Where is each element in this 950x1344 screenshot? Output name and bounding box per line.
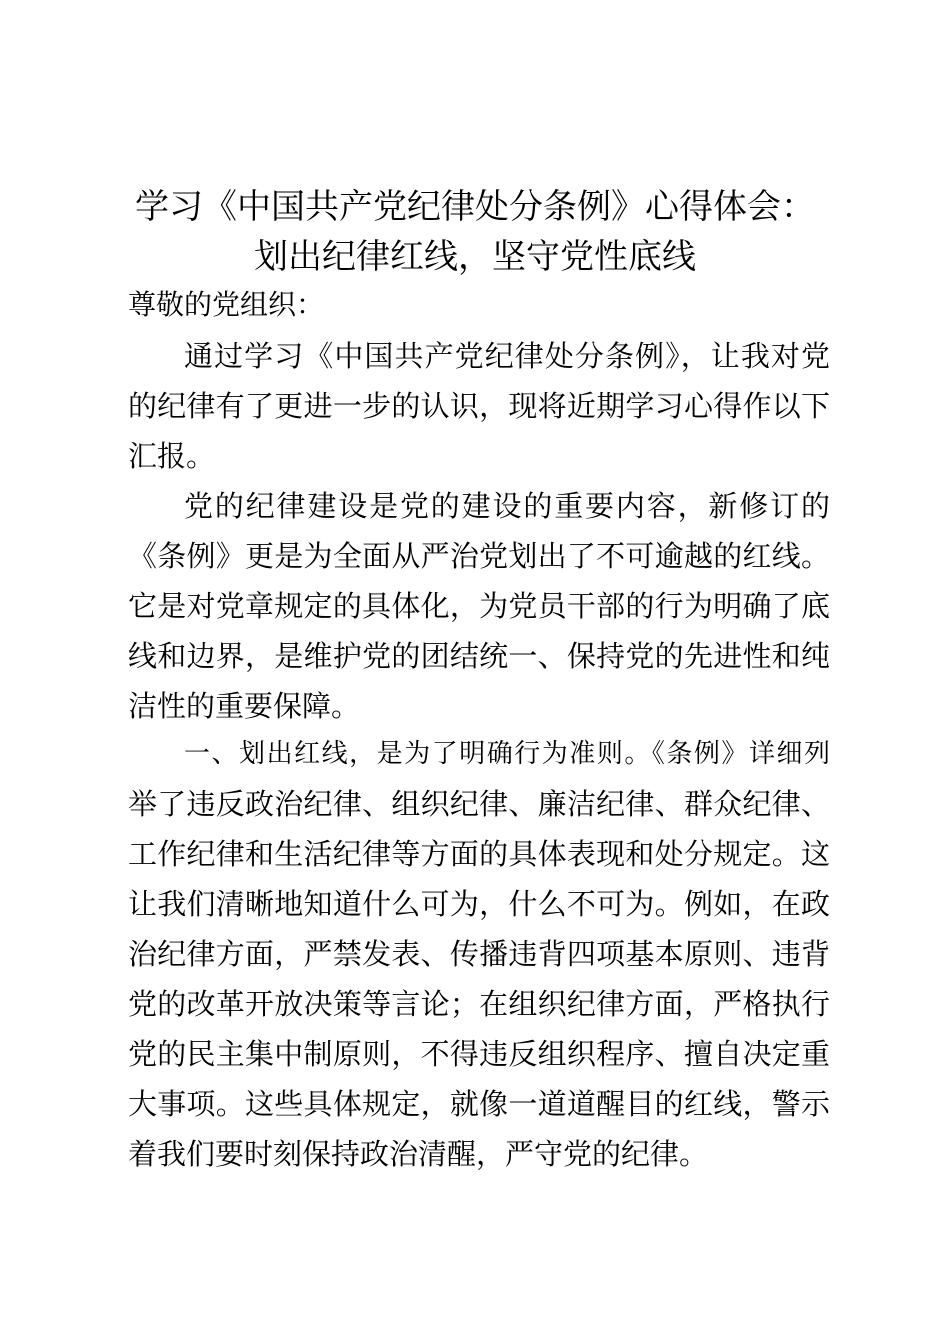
paragraph-line: 的纪律有了更进一步的认识，现将近期学习心得作以下 bbox=[128, 389, 830, 423]
paragraph-line: 党的改革开放决策等言论；在组织纪律方面，严格执行 bbox=[128, 987, 830, 1021]
paragraph-line: 通过学习《中国共产党纪律处分条例》，让我对党 bbox=[184, 339, 830, 373]
paragraph-line: 让我们清晰地知道什么可为，什么不可为。例如，在政 bbox=[128, 887, 830, 921]
paragraph-line: 线和边界，是维护党的团结统一、保持党的先进性和纯 bbox=[128, 639, 830, 673]
paragraph-discipline-building bbox=[128, 481, 830, 731]
paragraph-line: 举了违反政治纪律、组织纪律、廉洁纪律、群众纪律、 bbox=[128, 787, 830, 821]
paragraph-line: 大事项。这些具体规定，就像一道道醒目的红线，警示 bbox=[128, 1087, 830, 1121]
paragraph-section-one bbox=[128, 729, 830, 1179]
paragraph-line: 着我们要时刻保持政治清醒，严守党的纪律。 bbox=[128, 1137, 709, 1171]
paragraph-line: 汇报。 bbox=[128, 439, 216, 473]
salutation: 尊敬的党组织： bbox=[128, 288, 325, 321]
paragraph-line: 党的纪律建设是党的建设的重要内容，新修订的 bbox=[184, 489, 830, 523]
paragraph-line: 《条例》更是为全面从严治党划出了不可逾越的红线。 bbox=[128, 539, 830, 573]
paragraph-line: 一、划出红线，是为了明确行为准则。《条例》详细列 bbox=[184, 739, 830, 769]
paragraph-line: 党的民主集中制原则，不得违反组织程序、擅自决定重 bbox=[128, 1037, 830, 1071]
document-title-line-1: 学习《中国共产党纪律处分条例》心得体会： bbox=[135, 187, 815, 227]
paragraph-line: 治纪律方面，严禁发表、传播违背四项基本原则、违背 bbox=[128, 937, 830, 971]
paragraph-intro bbox=[128, 331, 830, 481]
paragraph-line: 洁性的重要保障。 bbox=[128, 689, 361, 723]
document-title-line-2: 划出纪律红线，坚守党性底线 bbox=[254, 237, 696, 277]
paragraph-line: 它是对党章规定的具体化，为党员干部的行为明确了底 bbox=[128, 589, 830, 623]
paragraph-line: 工作纪律和生活纪律等方面的具体表现和处分规定。这 bbox=[128, 837, 830, 871]
